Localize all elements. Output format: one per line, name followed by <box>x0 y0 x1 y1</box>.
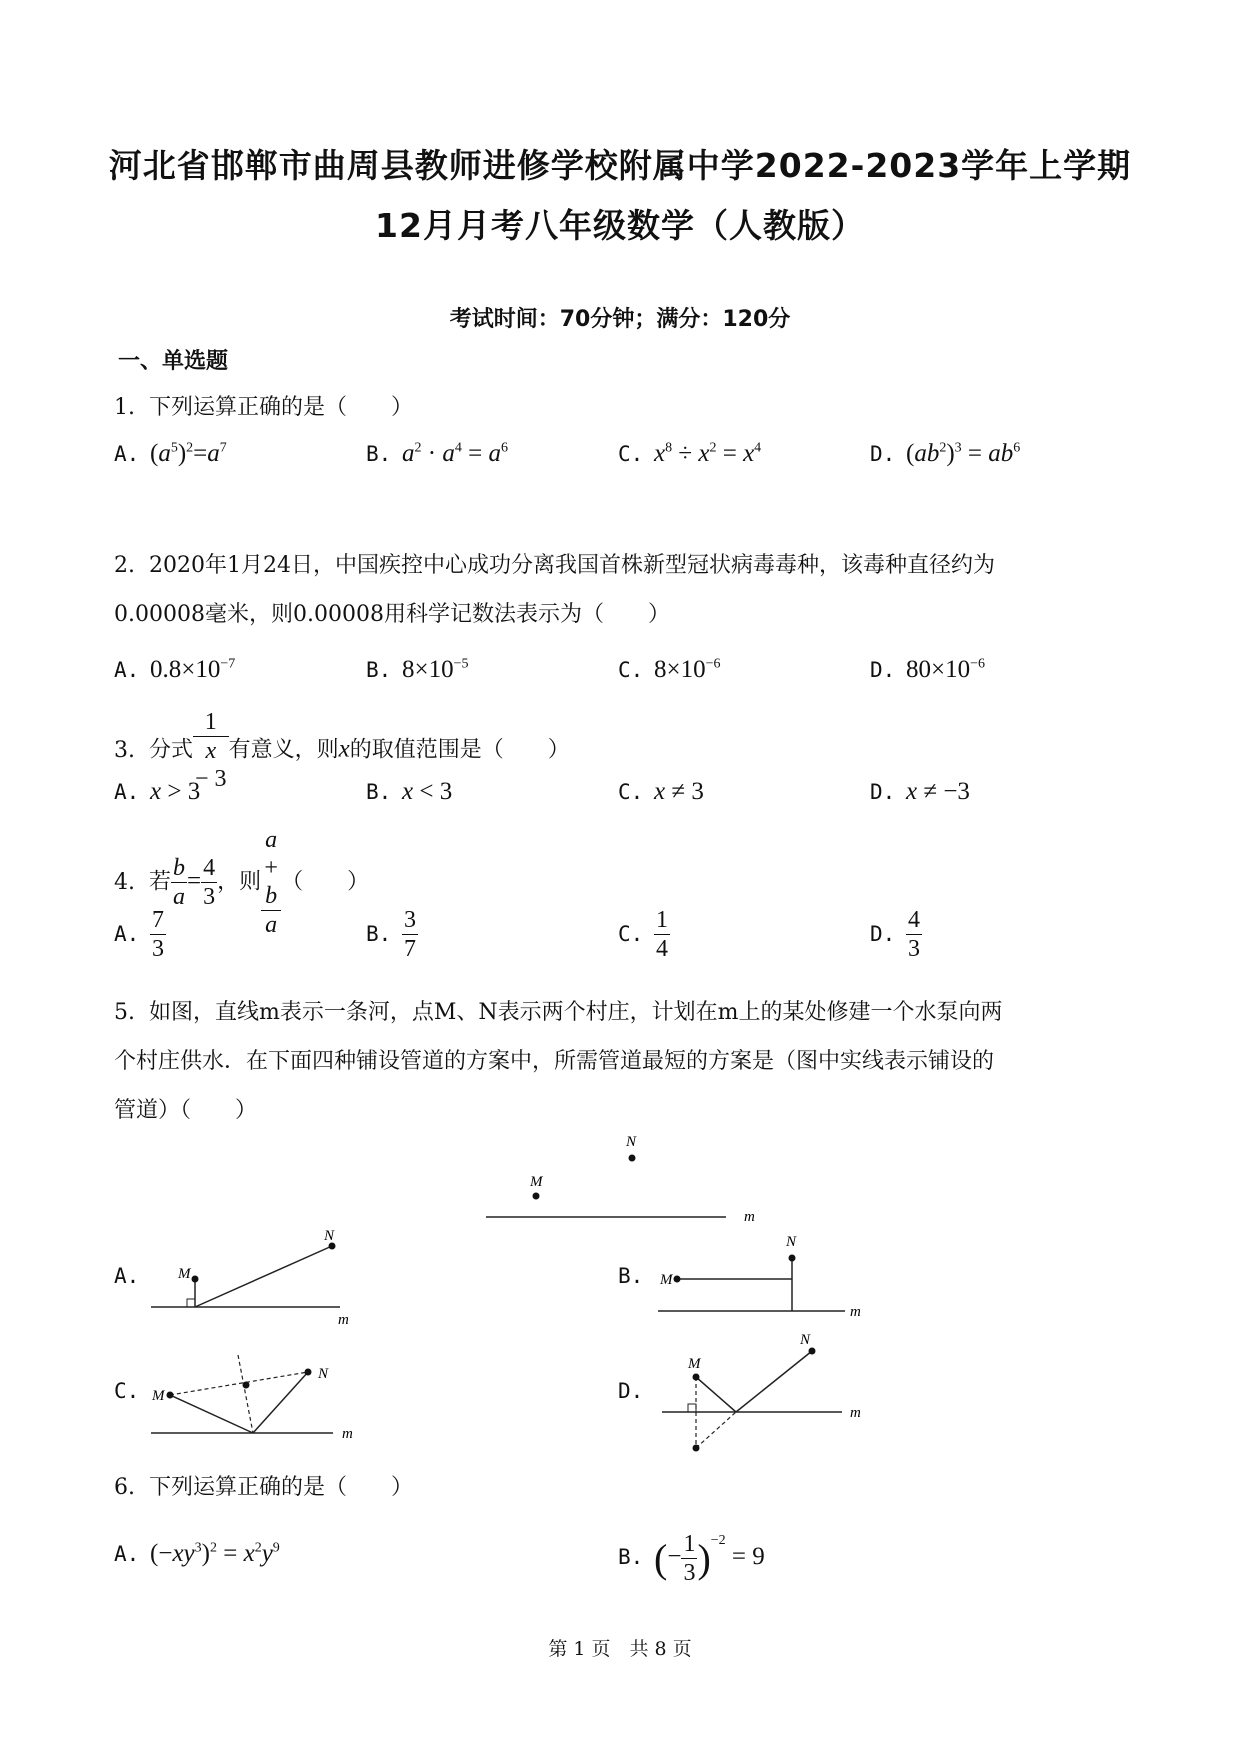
q1-option-a[interactable]: A. $(a^5)^2=a^7$ <box>114 440 227 467</box>
svg-text:m: m <box>342 1426 353 1442</box>
q3-option-b[interactable]: B. x < 3 <box>366 778 453 805</box>
title-line1: 河北省邯郸市曲周县教师进修学校附属中学2022-2023学年上学期 <box>108 146 1132 185</box>
svg-text:M: M <box>530 1174 543 1190</box>
q2-option-b[interactable]: B. $8\times 10^{-5}$ <box>366 656 469 683</box>
title-line2: 12月月考八年级数学（人教版） <box>375 206 865 245</box>
q3-fraction: 1 x − 3 <box>195 709 227 792</box>
q6-option-a[interactable]: A. $(-xy^3)^2 = x^2y^9$ <box>114 1540 280 1567</box>
q1-option-b[interactable]: B. $a^2 \cdot a^4 = a^6$ <box>366 440 508 467</box>
svg-text:M: M <box>152 1388 165 1404</box>
q1-option-b-expr: $a^2 \cdot a^4 = a^6$ <box>402 440 508 467</box>
svg-text:M: M <box>660 1272 673 1288</box>
q5-main-figure <box>480 1130 780 1230</box>
q4-option-d[interactable]: D. $\frac{4}{3}$ <box>870 907 920 962</box>
q1-option-c[interactable]: C. $x^8 \div x^2 = x^4$ <box>618 440 762 467</box>
question-2-line2: 0.00008毫米，则0.00008用科学记数法表示为（ ） <box>114 602 670 627</box>
q1-option-a-expr: $(a^5)^2=a^7$ <box>150 440 227 467</box>
svg-text:N: N <box>800 1332 811 1348</box>
question-5-line2: 个村庄供水．在下面四种铺设管道的方案中，所需管道最短的方案是（图中实线表示铺设的 <box>114 1049 995 1074</box>
question-2: 2. 2020年1月24日，中国疾控中心成功分离我国首株新型冠状病毒毒种，该毒种直径约为 <box>114 553 995 578</box>
q5-option-d-figure <box>650 1330 890 1460</box>
question-3: 3. 分式 1 x − 3 有意义，则x的取值范围是（ ） <box>114 709 570 792</box>
question-5: 5. 如图，直线m表示一条河，点M、N表示两个村庄，计划在m上的某处修建一个水泵向两 <box>114 1000 1003 1025</box>
q6-option-b[interactable]: B. (− $\frac{1}{3}$ )$^{-2}$ = 9 <box>618 1531 765 1586</box>
section-heading: 一、单选题 <box>118 349 229 374</box>
q5-option-d[interactable]: D. <box>618 1379 644 1403</box>
q3-option-a[interactable]: A. x > 3 <box>114 778 201 805</box>
q5-option-a-figure <box>148 1228 388 1328</box>
q5-option-c[interactable]: C. <box>114 1379 140 1403</box>
q1-option-d-expr: $(ab^2)^3 = ab^6$ <box>906 440 1021 467</box>
svg-text:m: m <box>850 1405 861 1421</box>
svg-text:M: M <box>178 1266 191 1282</box>
svg-text:N: N <box>318 1366 329 1382</box>
exam-info: 考试时间：70分钟；满分：120分 <box>449 307 791 332</box>
q5-option-a[interactable]: A. <box>114 1264 140 1288</box>
svg-text:N: N <box>626 1134 637 1150</box>
question-4: 4. 若 $\frac{b}{a}$ = $\frac{4}{3}$ ，则 a + b a （ ） <box>114 827 370 938</box>
svg-text:m: m <box>338 1312 349 1328</box>
svg-text:m: m <box>850 1304 861 1320</box>
q2-option-a[interactable]: A. $0.8\times 10^{-7}$ <box>114 656 236 683</box>
q1-option-c-expr: $x^8 \div x^2 = x^4$ <box>654 440 762 467</box>
question-6: 6. 下列运算正确的是（ ） <box>114 1475 414 1500</box>
q5-option-c-figure <box>148 1340 388 1460</box>
svg-text:N: N <box>786 1234 797 1250</box>
q3-option-d[interactable]: D. x ≠ −3 <box>870 778 970 805</box>
question-1: 1. 下列运算正确的是（ ） <box>114 395 414 420</box>
q2-option-d[interactable]: D. $80\times 10^{-6}$ <box>870 656 986 683</box>
q3-option-c[interactable]: C. x ≠ 3 <box>618 778 704 805</box>
q4-option-a[interactable]: A. $\frac{7}{3}$ <box>114 907 164 962</box>
q5-option-b[interactable]: B. <box>618 1264 644 1288</box>
q4-option-c[interactable]: C. $\frac{1}{4}$ <box>618 907 668 962</box>
q5-option-b-figure <box>650 1228 890 1328</box>
svg-text:m: m <box>744 1209 755 1225</box>
q1-option-d[interactable]: D. $(ab^2)^3 = ab^6$ <box>870 440 1021 467</box>
svg-text:N: N <box>324 1228 335 1244</box>
page-footer: 第 1 页 共 8 页 <box>548 1638 692 1660</box>
q2-option-c[interactable]: C. $8\times 10^{-6}$ <box>618 656 721 683</box>
svg-text:M: M <box>688 1356 701 1372</box>
question-5-line3: 管道）（ ） <box>114 1098 258 1123</box>
q4-option-b[interactable]: B. $\frac{3}{7}$ <box>366 907 416 962</box>
